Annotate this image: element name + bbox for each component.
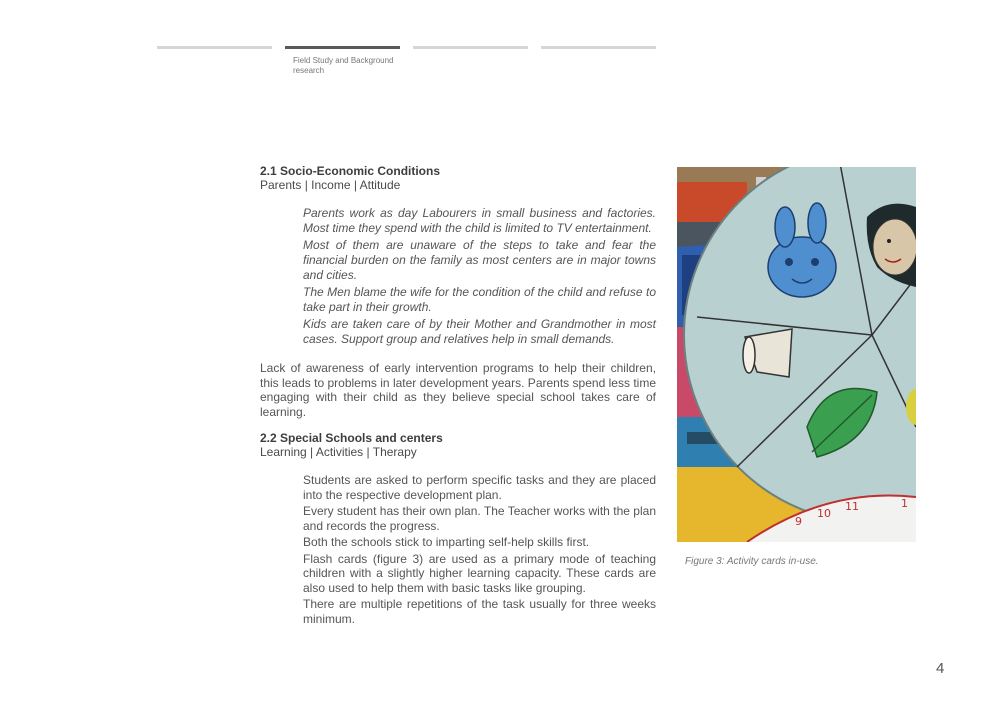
progress-segment-2-active xyxy=(285,46,400,49)
clock-number: 10 xyxy=(817,507,831,520)
clock-number: 1 xyxy=(901,497,908,510)
clock-number: 9 xyxy=(795,515,802,528)
point-paragraph: Both the schools stick to imparting self-help skills first. xyxy=(303,535,590,549)
progress-segment-1 xyxy=(157,46,272,49)
point-paragraph: Students are asked to perform specific tasks and they are placed into the respective development plan. xyxy=(303,473,656,502)
clock-number: 11 xyxy=(845,500,859,513)
section-heading: 2.2 Special Schools and centers xyxy=(260,431,443,445)
body-paragraph: Lack of awareness of early intervention programs to help their children, this leads to problems in later development years. Parents spend less time engaging with their child as they believe special school takes care of learning. xyxy=(260,361,656,419)
activity-cards-photo xyxy=(677,167,916,542)
figure-caption: Figure 3: Activity cards in-use. xyxy=(685,556,819,567)
section-socio-economic xyxy=(260,164,656,419)
progress-segment-4 xyxy=(541,46,656,49)
section-special-schools xyxy=(260,431,656,628)
section-subheading: Parents | Income | Attitude xyxy=(260,178,401,192)
page-number: 4 xyxy=(936,660,945,677)
progress-active-label: Field Study and Background research xyxy=(293,56,394,75)
point-paragraph: Every student has their own plan. The Teacher works with the plan and records the progress. xyxy=(303,504,656,533)
progress-segment-3 xyxy=(413,46,528,49)
section-heading: 2.1 Socio-Economic Conditions xyxy=(260,164,441,178)
quote-paragraph: The Men blame the wife for the condition of the child and refuse to take part in their growth. xyxy=(303,285,656,314)
section-subheading: Learning | Activities | Therapy xyxy=(260,445,417,459)
quote-block xyxy=(303,206,656,347)
quote-paragraph: Kids are taken care of by their Mother and Grandmother in most cases. Support group and relatives help in small demands. xyxy=(303,317,656,346)
point-paragraph: Flash cards (figure 3) are used as a primary mode of teaching children with a slightly higher learning capacity. These cards are also used to help them with basic tasks like grouping. xyxy=(303,551,656,595)
point-paragraph: There are multiple repetitions of the task usually for three weeks minimum. xyxy=(303,597,656,626)
quote-paragraph: Most of them are unaware of the steps to take and fear the financial burden on the family as most centers are in major towns and cities. xyxy=(303,238,656,282)
quote-paragraph: Parents work as day Labourers in small business and factories. Most time they spend with the child is limited to TV entertainment. xyxy=(303,206,656,235)
points-block xyxy=(303,473,656,626)
progress-indicator xyxy=(157,46,657,86)
